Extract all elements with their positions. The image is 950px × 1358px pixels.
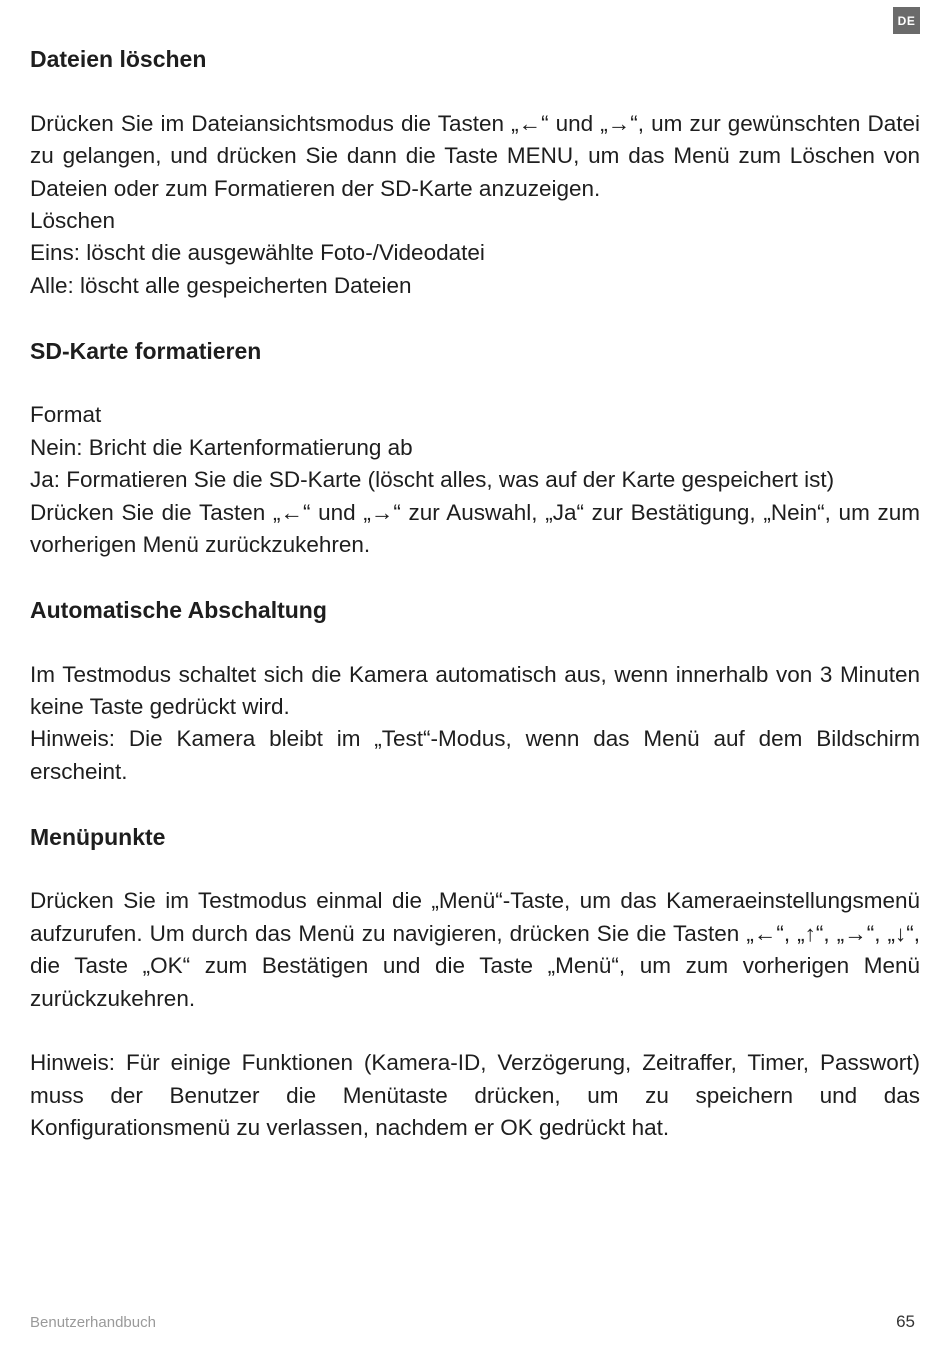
paragraph-menu-note: Hinweis: Für einige Funktionen (Kamera-ID, Verzögerung, Zeitraffer, Timer, Passwort) muss der Benutzer die Menütaste drücken, um zu speichern und das Konfigurationsmenü zu verlassen, nachdem er OK gedrückt hat. <box>30 1050 920 1141</box>
section-heading-auto-off: Automatische Abschaltung <box>30 596 327 623</box>
spacer <box>30 302 920 334</box>
text-line: Nein: Bricht die Kartenformatierung ab <box>30 434 413 460</box>
text-line: Löschen <box>30 208 116 233</box>
section-heading-delete-files: Dateien löschen <box>30 46 207 72</box>
paragraph-format-instructions: Drücken Sie die Tasten „←“ und „→“ zur Auswahl, „Ja“ zur Bestätigung, „Nein“, um zum vorherigen Menü zurückzukehren. <box>30 499 920 558</box>
paragraph-auto-off: Im Testmodus schaltet sich die Kamera automatisch aus, wenn innerhalb von 3 Minuten keine Taste gedrückt wird. <box>30 661 920 719</box>
spacer <box>30 75 920 107</box>
text-line: Alle: löscht alle gespeicherten Dateien <box>30 272 412 298</box>
section-heading-format-sd: SD-Karte formatieren <box>30 337 262 364</box>
spacer <box>30 626 920 658</box>
language-badge: DE <box>893 7 920 34</box>
paragraph-auto-off-note: Hinweis: Die Kamera bleibt im „Test“-Modus, wenn das Menü auf dem Bildschirm erscheint. <box>30 726 920 784</box>
paragraph-menu-navigation: Drücken Sie im Testmodus einmal die „Menü“-Taste, um das Kameraeinstellungsmenü aufzurufen. Um durch das Menü zu navigieren, drücken Sie die Tasten „←“, „↑“, „→“, „↓“, die Taste „OK“ zum Bestätigen und die Taste „Menü“, um zum vorherigen Menü zurückzukehren. <box>30 888 920 1011</box>
paragraph-delete-intro: Drücken Sie im Dateiansichtsmodus die Tasten „←“ und „→“, um zur gewünschten Datei zu gelangen, und drücken Sie dann die Taste MENU, um das Menü zum Löschen von Dateien oder zum Formatieren der SD-Karte anzuzeigen. <box>30 110 920 201</box>
spacer <box>30 367 920 399</box>
spacer <box>30 561 920 593</box>
text-line: Ja: Formatieren Sie die SD-Karte (löscht alles, was auf der Karte gespeichert ist) <box>30 467 835 493</box>
text-line: Format <box>30 402 102 428</box>
spacer <box>30 1015 920 1047</box>
footer-document-title: Benutzerhandbuch <box>30 1314 156 1331</box>
text-line: Eins: löscht die ausgewählte Foto-/Videodatei <box>30 240 485 266</box>
spacer <box>30 788 920 820</box>
spacer <box>30 853 920 885</box>
page-number: 65 <box>896 1312 915 1331</box>
page-content <box>30 43 920 1145</box>
section-heading-menu-items: Menüpunkte <box>30 823 166 850</box>
